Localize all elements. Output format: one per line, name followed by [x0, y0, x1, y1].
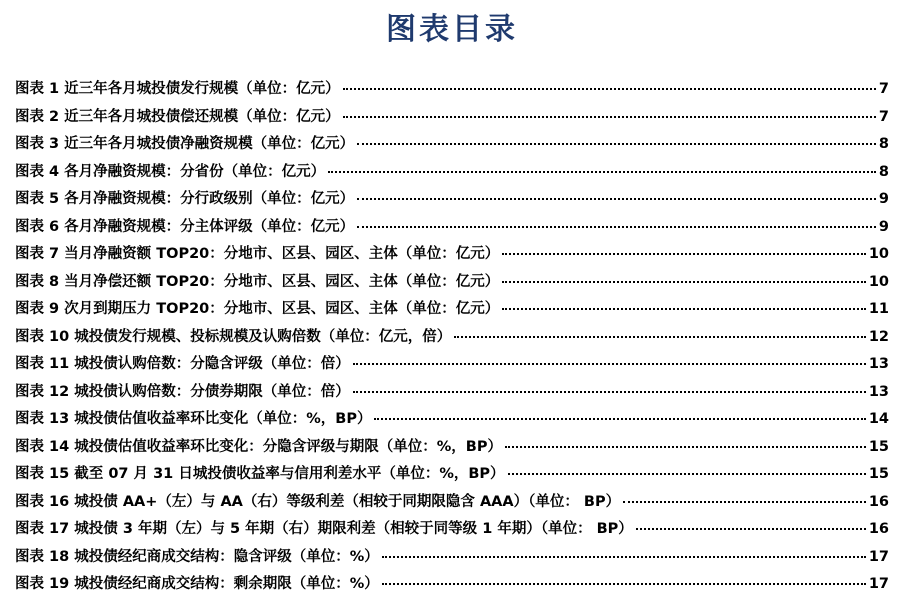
dot-leader	[508, 473, 866, 475]
dot-leader	[502, 281, 866, 283]
dot-leader	[636, 528, 866, 530]
toc-entry-label: 图表 3 近三年各月城投债净融资规模（单位：亿元）	[15, 136, 355, 152]
toc-entry-label: 图表 7 当月净融资额 TOP20：分地市、区县、园区、主体（单位：亿元）	[15, 246, 500, 262]
toc-entry[interactable]	[15, 571, 889, 599]
toc-entry[interactable]	[15, 351, 889, 379]
toc-entry-page: 16	[868, 521, 889, 537]
toc-entry-page: 10	[868, 273, 889, 290]
toc-entry-label: 图表 18 城投债经纪商成交结构：隐含评级（单位：%）	[15, 548, 379, 565]
toc-entry-label: 图表 2 近三年各月城投债偿还规模（单位：亿元）	[15, 108, 340, 125]
page-title: 图表目录	[386, 12, 518, 47]
toc-entry-page: 14	[868, 411, 889, 427]
toc-entry-label: 图表 15 截至 07 月 31 日城投债收益率与信用利差水平（单位：%，BP）	[15, 466, 505, 482]
toc-entry[interactable]	[15, 214, 889, 242]
toc-entry-page: 17	[868, 548, 889, 565]
dot-leader	[357, 198, 876, 200]
toc-entry-label: 图表 11 城投债认购倍数：分隐含评级（单位：倍）	[15, 356, 350, 372]
toc-entry[interactable]	[15, 241, 889, 269]
toc-entry-page: 9	[878, 218, 889, 235]
dot-leader	[343, 116, 876, 118]
toc-entry-page: 12	[868, 328, 889, 345]
toc-entry-page: 17	[868, 576, 889, 592]
toc-entry-page: 8	[878, 163, 889, 180]
toc-entry[interactable]	[15, 131, 889, 159]
dot-leader	[357, 226, 876, 228]
dot-leader	[343, 88, 876, 90]
toc-entry-page: 8	[878, 136, 889, 152]
dot-leader	[353, 391, 866, 393]
toc-entry-label: 图表 9 次月到期压力 TOP20：分地市、区县、园区、主体（单位：亿元）	[15, 301, 500, 317]
toc-entry-page: 10	[868, 246, 889, 262]
dot-leader	[502, 253, 866, 255]
toc-entry-page: 7	[878, 108, 889, 125]
dot-leader	[353, 363, 866, 365]
dot-leader	[328, 171, 876, 173]
toc-entry-page: 11	[868, 301, 889, 317]
toc-entry-label: 图表 5 各月净融资规模：分行政级别（单位：亿元）	[15, 191, 355, 207]
toc-entry-label: 图表 17 城投债 3 年期（左）与 5 年期（右）期限利差（相较于同等级 1 年期）（单位： BP）	[15, 521, 633, 537]
toc-entry-label: 图表 16 城投债 AA+（左）与 AA（右）等级利差（相较于同期限隐含 AAA）（单位： BP）	[15, 493, 621, 510]
toc-entry[interactable]	[15, 434, 889, 462]
toc-entry-label: 图表 14 城投债估值收益率环比变化：分隐含评级与期限（单位：%，BP）	[15, 438, 502, 455]
toc-entry[interactable]	[15, 269, 889, 297]
toc-entry-label: 图表 4 各月净融资规模：分省份（单位：亿元）	[15, 163, 326, 180]
toc-entry[interactable]	[15, 159, 889, 187]
toc-entry[interactable]	[15, 516, 889, 544]
toc-entry[interactable]	[15, 489, 889, 517]
toc-entry-page: 13	[868, 356, 889, 372]
toc-entry[interactable]	[15, 296, 889, 324]
toc-entry[interactable]	[15, 104, 889, 132]
toc-entry[interactable]	[15, 379, 889, 407]
toc-entry-page: 15	[868, 438, 889, 455]
toc-list	[15, 76, 889, 599]
toc-entry[interactable]	[15, 76, 889, 104]
toc-entry-label: 图表 1 近三年各月城投债发行规模（单位：亿元）	[15, 81, 340, 97]
toc-entry-page: 13	[868, 383, 889, 400]
toc-entry-label: 图表 8 当月净偿还额 TOP20：分地市、区县、园区、主体（单位：亿元）	[15, 273, 500, 290]
toc-entry-page: 15	[868, 466, 889, 482]
dot-leader	[382, 583, 866, 585]
toc-entry-page: 7	[878, 81, 889, 97]
dot-leader	[382, 556, 866, 558]
toc-entry[interactable]	[15, 461, 889, 489]
toc-entry-label: 图表 19 城投债经纪商成交结构：剩余期限（单位：%）	[15, 576, 379, 592]
dot-leader	[374, 418, 865, 420]
toc-entry[interactable]	[15, 324, 889, 352]
toc-entry-label: 图表 10 城投债发行规模、投标规模及认购倍数（单位：亿元，倍）	[15, 328, 452, 345]
toc-entry-label: 图表 13 城投债估值收益率环比变化（单位：%，BP）	[15, 411, 372, 427]
dot-leader	[454, 336, 866, 338]
dot-leader	[623, 501, 866, 503]
toc-entry[interactable]	[15, 544, 889, 572]
dot-leader	[357, 143, 876, 145]
toc-entry-page: 16	[868, 493, 889, 510]
dot-leader	[505, 446, 866, 448]
toc-entry-label: 图表 12 城投债认购倍数：分债券期限（单位：倍）	[15, 383, 350, 400]
dot-leader	[502, 308, 866, 310]
toc-entry-page: 9	[878, 191, 889, 207]
toc-entry-label: 图表 6 各月净融资规模：分主体评级（单位：亿元）	[15, 218, 355, 235]
toc-entry[interactable]	[15, 186, 889, 214]
toc-entry[interactable]	[15, 406, 889, 434]
